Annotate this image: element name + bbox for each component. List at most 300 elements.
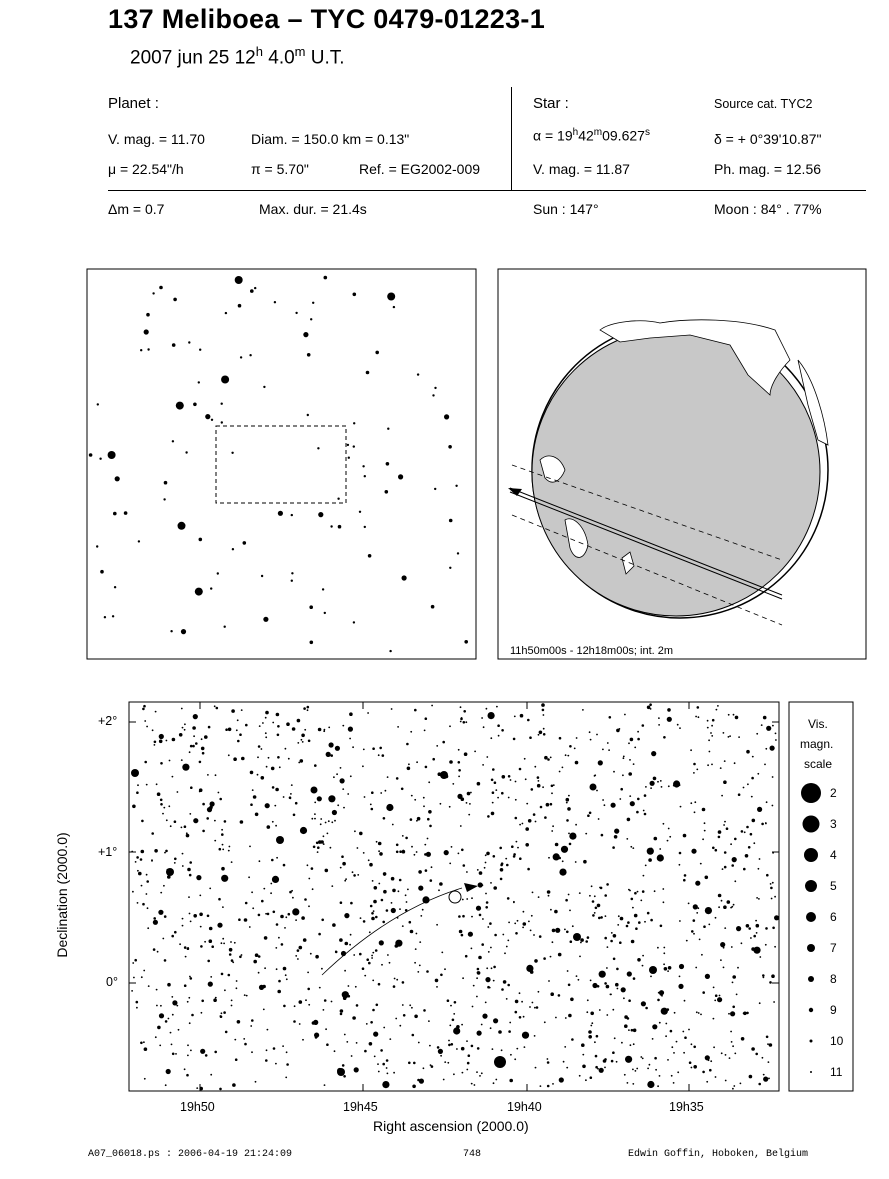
- chart-star: [299, 946, 303, 950]
- chart-star: [170, 1032, 172, 1034]
- chart-star: [311, 818, 313, 820]
- chart-star: [401, 788, 404, 791]
- chart-star: [630, 801, 635, 806]
- chart-star: [642, 724, 645, 727]
- chart-star: [531, 915, 533, 917]
- ra-minutes: 42: [578, 127, 594, 144]
- chart-star: [244, 994, 246, 996]
- chart-star: [658, 717, 660, 719]
- chart-star: [458, 761, 461, 764]
- chart-star: [493, 855, 496, 858]
- finder-star: [291, 514, 293, 516]
- scale-dot: [803, 816, 820, 833]
- chart-star: [522, 823, 524, 825]
- chart-star: [626, 838, 628, 840]
- chart-star: [420, 915, 422, 917]
- chart-star: [308, 1004, 310, 1006]
- chart-star: [352, 871, 354, 873]
- chart-star: [529, 736, 532, 739]
- finder-star: [235, 276, 243, 284]
- chart-star: [407, 889, 409, 891]
- chart-star: [328, 727, 330, 729]
- chart-star: [526, 803, 528, 805]
- chart-star: [734, 1053, 736, 1055]
- chart-star: [566, 819, 569, 822]
- chart-star: [285, 916, 287, 918]
- chart-star: [209, 927, 213, 931]
- chart-star: [143, 970, 145, 972]
- finder-star: [291, 580, 293, 582]
- chart-star: [408, 763, 410, 765]
- chart-star: [141, 976, 143, 978]
- chart-star: [551, 792, 553, 794]
- chart-star: [673, 780, 680, 787]
- chart-star: [146, 784, 148, 786]
- chart-star: [329, 742, 334, 747]
- chart-star: [344, 970, 346, 972]
- chart-star: [255, 813, 259, 817]
- chart-star: [360, 917, 362, 919]
- chart-star: [658, 856, 660, 858]
- chart-star: [621, 1042, 623, 1044]
- finder-chart-frame: [87, 269, 476, 659]
- chart-star: [731, 1041, 733, 1043]
- chart-star: [645, 1007, 648, 1010]
- chart-star: [330, 847, 332, 849]
- chart-star: [409, 1004, 411, 1006]
- star-declination: δ = + 0°39'10.87": [714, 131, 822, 147]
- chart-star: [477, 869, 479, 871]
- chart-star: [368, 962, 371, 965]
- chart-star: [524, 1046, 526, 1048]
- chart-star: [281, 943, 284, 946]
- chart-star: [289, 798, 291, 800]
- chart-star: [599, 1009, 601, 1011]
- chart-star: [279, 766, 281, 768]
- chart-star: [642, 955, 644, 957]
- chart-star: [449, 1025, 451, 1027]
- finder-star: [393, 306, 395, 308]
- chart-star: [723, 967, 725, 969]
- chart-star: [594, 774, 596, 776]
- finder-star: [238, 304, 242, 308]
- chart-star: [147, 927, 149, 929]
- chart-star: [628, 742, 630, 744]
- chart-star: [763, 716, 767, 720]
- chart-star: [349, 738, 351, 740]
- chart-star: [294, 1005, 296, 1007]
- chart-star: [595, 1055, 598, 1058]
- chart-star: [371, 917, 375, 921]
- chart-star: [529, 1006, 531, 1008]
- chart-star: [462, 1072, 464, 1074]
- chart-star: [508, 922, 510, 924]
- chart-star: [581, 1043, 585, 1047]
- chart-star: [471, 1083, 473, 1085]
- star-source-catalog: Source cat. TYC2: [714, 97, 813, 111]
- chart-star: [307, 972, 309, 974]
- chart-star: [730, 907, 732, 909]
- chart-star: [747, 783, 749, 785]
- chart-star: [528, 921, 530, 923]
- chart-star: [483, 726, 485, 728]
- chart-star: [137, 902, 139, 904]
- chart-star: [366, 1023, 368, 1025]
- chart-star: [528, 819, 532, 823]
- chart-star: [187, 947, 190, 950]
- finder-star: [221, 421, 223, 423]
- chart-star: [339, 938, 343, 942]
- chart-star: [637, 731, 639, 733]
- chart-star: [761, 823, 764, 826]
- chart-star: [773, 1001, 775, 1003]
- chart-star: [478, 956, 482, 960]
- chart-star: [669, 836, 671, 838]
- bright-star: [440, 771, 448, 779]
- chart-star: [189, 913, 191, 915]
- chart-star: [216, 707, 219, 710]
- chart-star: [387, 1073, 389, 1075]
- chart-star: [612, 1009, 614, 1011]
- chart-star: [320, 818, 322, 820]
- chart-star: [146, 874, 148, 876]
- chart-star: [774, 946, 776, 948]
- chart-star: [486, 967, 488, 969]
- chart-star: [417, 817, 421, 821]
- chart-star: [559, 1077, 564, 1082]
- chart-star: [589, 731, 591, 733]
- chart-star: [561, 846, 568, 853]
- chart-star: [349, 944, 351, 946]
- finder-star: [225, 312, 227, 314]
- chart-star: [208, 982, 213, 987]
- chart-star: [476, 996, 478, 998]
- chart-star: [221, 973, 224, 976]
- chart-star: [340, 767, 342, 769]
- chart-star: [650, 781, 655, 786]
- chart-star: [244, 1043, 247, 1046]
- chart-star: [231, 861, 233, 863]
- chart-star: [615, 983, 619, 987]
- chart-star: [159, 1013, 164, 1018]
- chart-star: [514, 716, 516, 718]
- chart-star: [268, 757, 270, 759]
- chart-star: [291, 890, 293, 892]
- chart-star: [202, 752, 205, 755]
- chart-star: [613, 934, 617, 938]
- chart-star: [321, 919, 324, 922]
- chart-star: [645, 786, 647, 788]
- chart-star: [552, 1083, 554, 1085]
- chart-star: [431, 705, 433, 707]
- chart-star: [342, 725, 344, 727]
- chart-star: [272, 722, 274, 724]
- chart-star: [676, 1041, 678, 1043]
- chart-star: [320, 823, 322, 825]
- chart-star: [370, 905, 373, 908]
- chart-star: [667, 717, 672, 722]
- chart-star: [239, 956, 242, 959]
- chart-star: [713, 987, 715, 989]
- chart-star: [136, 791, 139, 794]
- chart-star: [650, 919, 653, 922]
- chart-star: [629, 759, 631, 761]
- chart-star: [164, 959, 167, 962]
- chart-star: [144, 720, 146, 722]
- chart-star: [253, 795, 257, 799]
- chart-star: [708, 739, 710, 741]
- chart-star: [383, 874, 385, 876]
- chart-star: [711, 725, 713, 727]
- chart-star: [154, 849, 158, 853]
- chart-star: [214, 705, 216, 707]
- delta-mag: Δm = 0.7: [108, 201, 165, 217]
- chart-star: [606, 1014, 608, 1016]
- chart-star: [491, 779, 494, 782]
- chart-star: [723, 824, 725, 826]
- chart-star: [332, 810, 337, 815]
- chart-star: [222, 849, 224, 851]
- x-axis-label: Right ascension (2000.0): [373, 1118, 529, 1134]
- chart-star: [237, 1020, 241, 1024]
- chart-star: [473, 985, 475, 987]
- magnitude-scale-dots: [801, 783, 821, 1073]
- chart-star: [350, 902, 353, 905]
- chart-star: [419, 965, 421, 967]
- planet-reference: Ref. = EG2002-009: [359, 161, 481, 177]
- planet-parallax: π = 5.70": [251, 161, 309, 177]
- chart-star: [502, 934, 504, 936]
- chart-star: [634, 892, 637, 895]
- chart-star: [756, 733, 758, 735]
- chart-star: [346, 1041, 348, 1043]
- chart-star: [314, 802, 316, 804]
- chart-star: [538, 780, 540, 782]
- chart-star: [207, 960, 210, 963]
- finder-star: [232, 548, 234, 550]
- chart-star: [160, 1005, 162, 1007]
- chart-star: [610, 994, 612, 996]
- finder-star: [240, 356, 242, 358]
- chart-star: [402, 925, 404, 927]
- finder-star: [124, 511, 128, 515]
- chart-star: [381, 964, 383, 966]
- chart-star: [748, 927, 751, 930]
- chart-star: [548, 895, 550, 897]
- chart-star: [453, 1073, 455, 1075]
- chart-star: [425, 717, 428, 720]
- chart-star: [661, 1008, 668, 1015]
- chart-star: [468, 814, 470, 816]
- chart-star: [350, 934, 352, 936]
- finder-star: [312, 302, 314, 304]
- chart-star: [172, 776, 174, 778]
- chart-star: [540, 806, 543, 809]
- chart-star: [354, 830, 356, 832]
- chart-star: [344, 913, 349, 918]
- scale-dot: [808, 976, 814, 982]
- chart-star: [555, 1017, 557, 1019]
- chart-star: [472, 1006, 474, 1008]
- finder-star: [457, 552, 459, 554]
- chart-star: [768, 1078, 770, 1080]
- chart-star: [229, 953, 232, 956]
- chart-star: [288, 758, 290, 760]
- chart-star: [647, 706, 651, 710]
- chart-star: [746, 924, 750, 928]
- chart-star: [387, 776, 389, 778]
- chart-star: [765, 944, 767, 946]
- chart-star: [717, 705, 719, 707]
- chart-star: [724, 760, 726, 762]
- chart-star: [144, 1078, 146, 1080]
- chart-star: [391, 708, 393, 710]
- chart-star: [374, 886, 378, 890]
- chart-star: [670, 1030, 673, 1033]
- chart-star: [165, 1020, 168, 1023]
- chart-star: [423, 797, 425, 799]
- chart-star: [663, 901, 665, 903]
- chart-star: [640, 900, 642, 902]
- chart-star: [152, 729, 154, 731]
- chart-star: [471, 948, 473, 950]
- chart-star: [493, 980, 495, 982]
- chart-star: [136, 856, 139, 859]
- chart-star: [221, 875, 228, 882]
- chart-star: [476, 1071, 478, 1073]
- chart-star: [237, 719, 239, 721]
- chart-star: [720, 942, 725, 947]
- chart-star: [567, 970, 569, 972]
- chart-star: [485, 862, 487, 864]
- chart-star: [235, 1058, 238, 1061]
- chart-star: [624, 1015, 628, 1019]
- chart-star: [637, 891, 639, 893]
- chart-star: [220, 1015, 222, 1017]
- chart-star: [372, 980, 374, 982]
- finder-star: [172, 440, 174, 442]
- chart-star: [530, 970, 534, 974]
- bright-star: [311, 787, 318, 794]
- chart-star: [631, 1029, 634, 1032]
- chart-star: [310, 953, 312, 955]
- finder-star: [338, 525, 342, 529]
- chart-star: [217, 923, 222, 928]
- chart-star: [515, 799, 517, 801]
- chart-star: [156, 1005, 158, 1007]
- chart-star: [189, 751, 191, 753]
- chart-star: [416, 933, 418, 935]
- chart-star: [589, 895, 591, 897]
- chart-star: [470, 792, 472, 794]
- chart-star: [769, 1043, 773, 1047]
- chart-star: [511, 845, 514, 848]
- chart-star: [249, 846, 251, 848]
- chart-star: [308, 905, 310, 907]
- chart-star: [635, 1070, 637, 1072]
- chart-star: [244, 918, 248, 922]
- chart-star: [500, 868, 504, 872]
- chart-star: [190, 786, 193, 789]
- chart-star: [507, 897, 510, 900]
- chart-star: [182, 925, 184, 927]
- chart-star: [210, 1074, 212, 1076]
- chart-star: [654, 890, 656, 892]
- finder-star: [144, 329, 149, 334]
- chart-star: [607, 946, 609, 948]
- chart-star: [730, 1031, 732, 1033]
- chart-star: [678, 984, 683, 989]
- chart-star: [743, 787, 745, 789]
- chart-star: [443, 1079, 445, 1081]
- chart-star: [673, 1082, 675, 1084]
- finder-star: [307, 353, 311, 357]
- chart-star: [759, 956, 761, 958]
- chart-star: [221, 1012, 223, 1014]
- chart-star: [490, 947, 492, 949]
- finder-star: [250, 289, 254, 293]
- chart-star: [185, 956, 187, 958]
- chart-star: [477, 1031, 482, 1036]
- chart-star: [162, 938, 164, 940]
- chart-star: [494, 934, 497, 937]
- chart-star: [222, 906, 224, 908]
- chart-star: [715, 994, 718, 997]
- chart-star: [340, 1009, 344, 1013]
- chart-star: [427, 838, 429, 840]
- chart-star: [302, 1039, 304, 1041]
- chart-star: [143, 1041, 145, 1043]
- chart-star: [371, 808, 374, 811]
- chart-star: [579, 956, 581, 958]
- chart-star: [160, 762, 163, 765]
- chart-star: [192, 726, 196, 730]
- chart-star: [699, 939, 701, 941]
- chart-star: [208, 726, 211, 729]
- chart-star: [726, 827, 729, 830]
- chart-star: [215, 997, 217, 999]
- chart-star: [462, 899, 464, 901]
- chart-star: [688, 1029, 690, 1031]
- chart-star: [568, 984, 571, 987]
- chart-star: [210, 976, 212, 978]
- finder-star: [359, 511, 361, 513]
- chart-star: [258, 972, 260, 974]
- chart-star: [335, 746, 340, 751]
- chart-star: [313, 846, 316, 849]
- chart-star: [770, 746, 775, 751]
- chart-star: [300, 827, 307, 834]
- chart-star: [525, 778, 527, 780]
- chart-star: [431, 1065, 434, 1068]
- finder-star: [362, 465, 364, 467]
- chart-star: [521, 1001, 523, 1003]
- chart-star: [250, 771, 254, 775]
- chart-star: [456, 1048, 458, 1050]
- finder-star: [140, 349, 142, 351]
- chart-star: [663, 823, 665, 825]
- chart-star: [600, 887, 603, 890]
- chart-star: [184, 723, 186, 725]
- scale-mag-label: 3: [830, 817, 837, 831]
- chart-star: [399, 1025, 401, 1027]
- chart-star: [471, 1045, 474, 1048]
- scale-mag-label: 8: [830, 972, 837, 986]
- chart-star: [378, 842, 382, 846]
- finder-star: [398, 474, 403, 479]
- chart-star: [734, 762, 736, 764]
- chart-star: [357, 847, 359, 849]
